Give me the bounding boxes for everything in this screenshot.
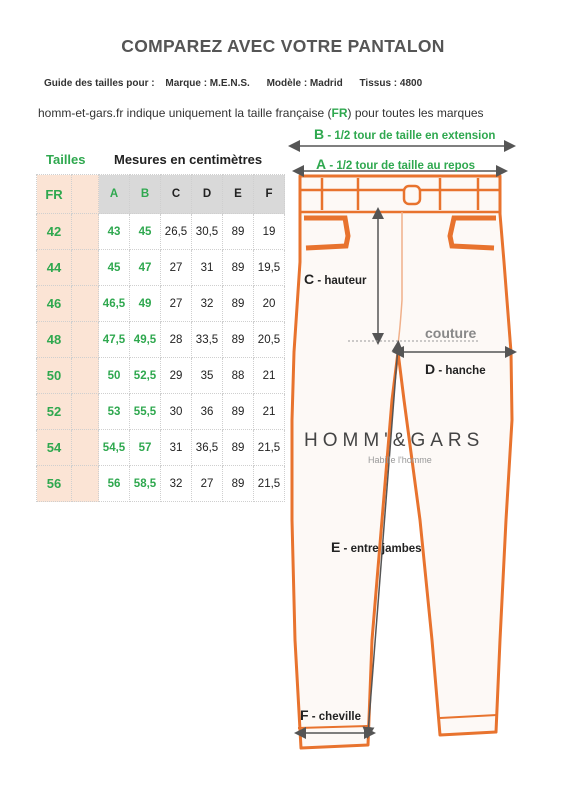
table-row [37,286,285,322]
table-spacer [72,214,99,250]
label-c-text: - hauteur [314,275,367,287]
guide-fabric: Tissus : 4800 [359,78,423,89]
label-e-text: - entre jambes [340,543,422,555]
size-fr: 54 [37,430,72,466]
column-header: FR [37,175,72,214]
measure-cell: 21,5 [254,466,285,502]
label-d [425,361,486,377]
size-fr: 56 [37,466,72,502]
table-spacer [72,466,99,502]
measure-cell: 58,5 [130,466,161,502]
measure-cell: 89 [223,286,254,322]
label-d-text: - hanche [435,365,486,377]
measure-cell: 45 [99,250,130,286]
table-spacer [72,394,99,430]
measure-cell: 33,5 [192,322,223,358]
measure-cell: 30,5 [192,214,223,250]
table-spacer [72,358,99,394]
table-row [37,466,285,502]
measure-cell: 89 [223,466,254,502]
measure-cell: 31 [161,430,192,466]
measure-cell: 49 [130,286,161,322]
table-row [37,214,285,250]
measure-cell: 89 [223,322,254,358]
note-text-after: ) pour toutes les marques [347,106,484,120]
note-fr: FR [331,106,348,120]
label-a-text: - 1/2 tour de taille au repos [326,160,476,172]
measure-cell: 50 [99,358,130,394]
table-row [37,430,285,466]
measure-cell: 43 [99,214,130,250]
tailles-header: Tailles [46,152,86,167]
label-a [316,156,475,172]
measure-cell: 29 [161,358,192,394]
label-e-letter: E [331,539,341,555]
table-spacer [72,250,99,286]
measure-cell: 27 [161,250,192,286]
table-row [37,394,285,430]
measure-cell: 20,5 [254,322,285,358]
measure-cell: 27 [192,466,223,502]
measure-cell: 19,5 [254,250,285,286]
measure-cell: 54,5 [99,430,130,466]
measure-cell: 21 [254,358,285,394]
measure-cell: 56 [99,466,130,502]
size-table [36,174,285,502]
label-b [314,126,495,142]
measure-cell: 32 [161,466,192,502]
measure-cell: 55,5 [130,394,161,430]
table-row [37,250,285,286]
measure-cell: 30 [161,394,192,430]
measure-cell: 20 [254,286,285,322]
label-f [300,707,361,723]
label-c-letter: C [304,271,315,287]
measure-cell: 36 [192,394,223,430]
table-spacer [72,322,99,358]
table-spacer [72,430,99,466]
measure-cell: 57 [130,430,161,466]
measure-cell: 31 [192,250,223,286]
measure-cell: 49,5 [130,322,161,358]
guide-brand: Marque : M.E.N.S. [165,78,250,89]
measure-cell: 47,5 [99,322,130,358]
guide-model: Modèle : Madrid [266,78,343,89]
label-b-text: - 1/2 tour de taille en extension [324,130,496,142]
size-fr: 46 [37,286,72,322]
measure-cell: 53 [99,394,130,430]
measure-cell: 46,5 [99,286,130,322]
label-f-letter: F [300,707,309,723]
measure-cell: 21 [254,394,285,430]
table-header-row [37,175,285,214]
mesures-header: Mesures en centimètres [114,152,263,167]
note-text-before: homm-et-gars.fr indique uniquement la taille française ( [38,106,332,120]
measure-cell: 89 [223,214,254,250]
measure-cell: 28 [161,322,192,358]
measure-cell: 45 [130,214,161,250]
size-fr: 44 [37,250,72,286]
size-fr: 50 [37,358,72,394]
waist-button-icon [404,186,420,204]
size-fr: 48 [37,322,72,358]
table-row [37,322,285,358]
column-header: C [161,175,192,214]
label-b-letter: B [314,126,325,142]
table-spacer [72,175,99,214]
measure-cell: 35 [192,358,223,394]
label-e [331,539,422,555]
measure-cell: 89 [223,250,254,286]
measure-cell: 32 [192,286,223,322]
size-guide-info [44,78,436,89]
page-title: COMPAREZ AVEC VOTRE PANTALON [121,36,445,56]
table-spacer [72,286,99,322]
column-header: D [192,175,223,214]
label-f-text: - cheville [308,711,361,723]
label-couture: couture [425,325,477,341]
measure-cell: 36,5 [192,430,223,466]
brand-logo: HOMM'&GARS [304,430,485,451]
measure-cell: 27 [161,286,192,322]
size-note [38,106,484,120]
size-fr: 42 [37,214,72,250]
column-header: B [130,175,161,214]
measure-cell: 26,5 [161,214,192,250]
measure-cell: 89 [223,430,254,466]
label-a-letter: A [316,156,327,172]
measure-cell: 89 [223,394,254,430]
column-header: E [223,175,254,214]
label-d-letter: D [425,361,436,377]
brand-tagline: Habille l'homme [368,455,432,465]
guide-label: Guide des tailles pour : [44,78,155,89]
column-header: A [99,175,130,214]
measure-cell: 21,5 [254,430,285,466]
label-c [304,271,367,287]
measure-cell: 47 [130,250,161,286]
size-fr: 52 [37,394,72,430]
measure-cell: 52,5 [130,358,161,394]
column-header: F [254,175,285,214]
table-row [37,358,285,394]
measure-cell: 19 [254,214,285,250]
measure-cell: 88 [223,358,254,394]
